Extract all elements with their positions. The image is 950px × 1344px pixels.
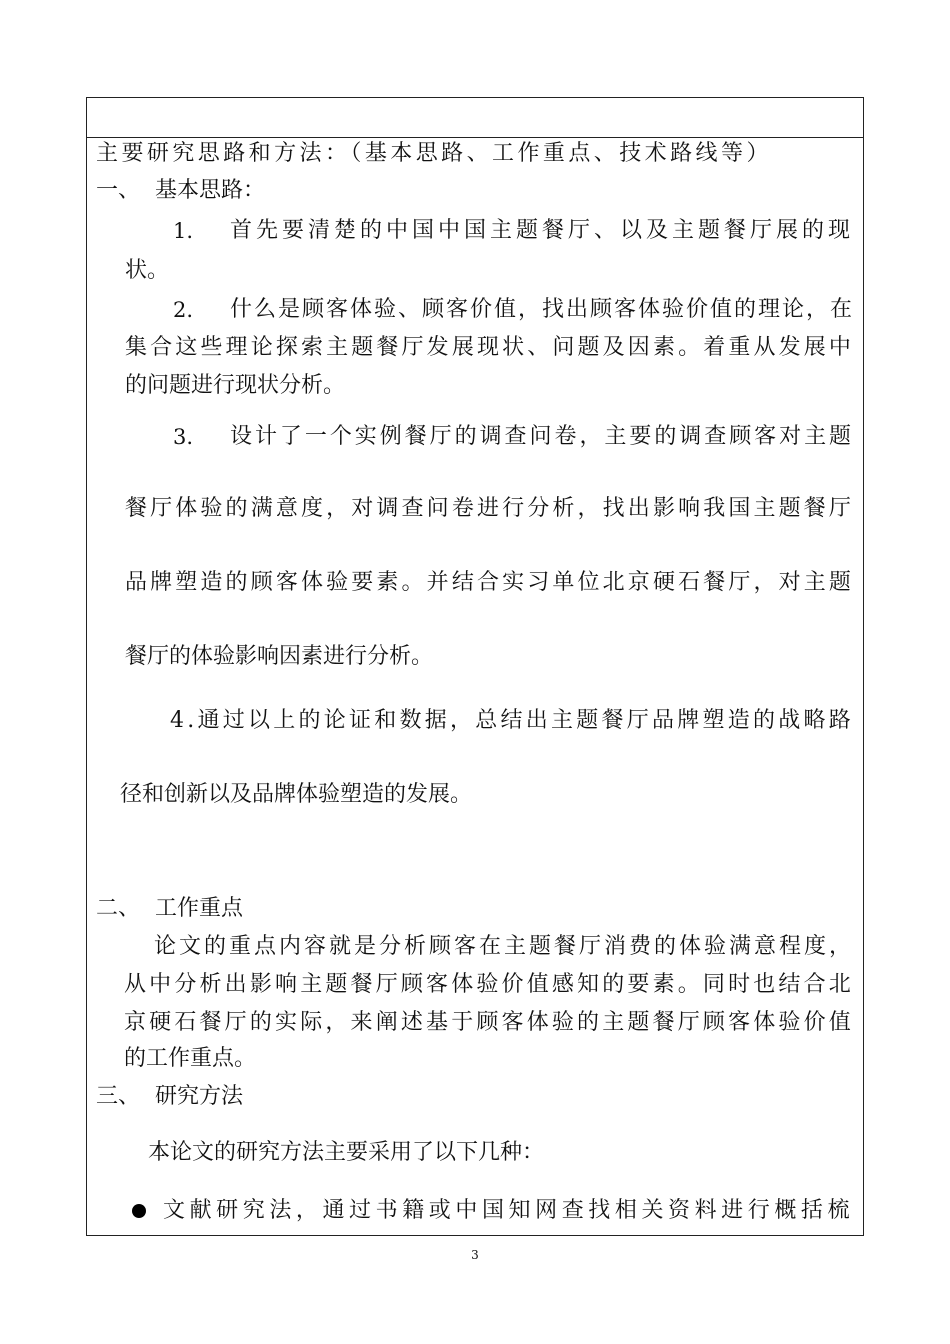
table-row-divider: [86, 137, 864, 138]
part3-intro: 本论文的研究方法主要采用了以下几种：: [148, 1140, 545, 1165]
part1-marker: 一、: [96, 178, 141, 203]
item3-line: 餐厅的体验影响因素进行分析。: [125, 644, 434, 669]
part1-title: 基本思路：: [155, 178, 266, 203]
part2-paragraph-line: 的工作重点。: [124, 1046, 257, 1071]
item1-line: 首先要清楚的中国中国主题餐厅、以及主题餐厅展的现: [230, 218, 855, 243]
item3-number: 3.: [173, 425, 194, 449]
part3-marker: 三、: [96, 1084, 141, 1109]
item1-line: 状。: [125, 258, 170, 283]
bullet-icon: [132, 1204, 146, 1218]
item2-number: 2.: [173, 298, 194, 322]
part2-title: 工作重点: [155, 896, 244, 921]
part3-title: 研究方法: [155, 1084, 244, 1109]
item1-number: 1.: [173, 219, 194, 243]
item2-line: 什么是顾客体验、顾客价值，找出顾客体验价值的理论，在: [230, 297, 855, 322]
item3-line: 品牌塑造的顾客体验要素。并结合实习单位北京硬石餐厅，对主题: [125, 570, 855, 595]
part2-paragraph-line: 从中分析出影响主题餐厅顾客体验价值感知的要素。同时也结合北: [124, 972, 854, 997]
item3-line: 餐厅体验的满意度，对调查问卷进行分析，找出影响我国主题餐厅: [125, 496, 855, 521]
item2-line: 集合这些理论探索主题餐厅发展现状、问题及因素。着重从发展中: [125, 335, 855, 360]
item3-line: 设计了一个实例餐厅的调查问卷，主要的调查顾客对主题: [230, 424, 855, 449]
page-number: 3: [471, 1248, 479, 1262]
item4-line: 径和创新以及品牌体验塑造的发展。: [120, 782, 473, 807]
part3-bullet-item: 文献研究法，通过书籍或中国知网查找相关资料进行概括梳: [163, 1198, 855, 1223]
part2-paragraph-line: 京硬石餐厅的实际，来阐述基于顾客体验的主题餐厅顾客体验价值: [124, 1010, 854, 1035]
part2-paragraph-line: 论文的重点内容就是分析顾客在主题餐厅消费的体验满意程度，: [154, 934, 855, 959]
item2-line: 的问题进行现状分析。: [125, 373, 346, 398]
section-header: 主要研究思路和方法：（基本思路、工作重点、技术路线等）: [96, 141, 772, 166]
item4-line: 4.通过以上的论证和数据，总结出主题餐厅品牌塑造的战略路: [170, 708, 854, 733]
part2-marker: 二、: [96, 896, 141, 921]
